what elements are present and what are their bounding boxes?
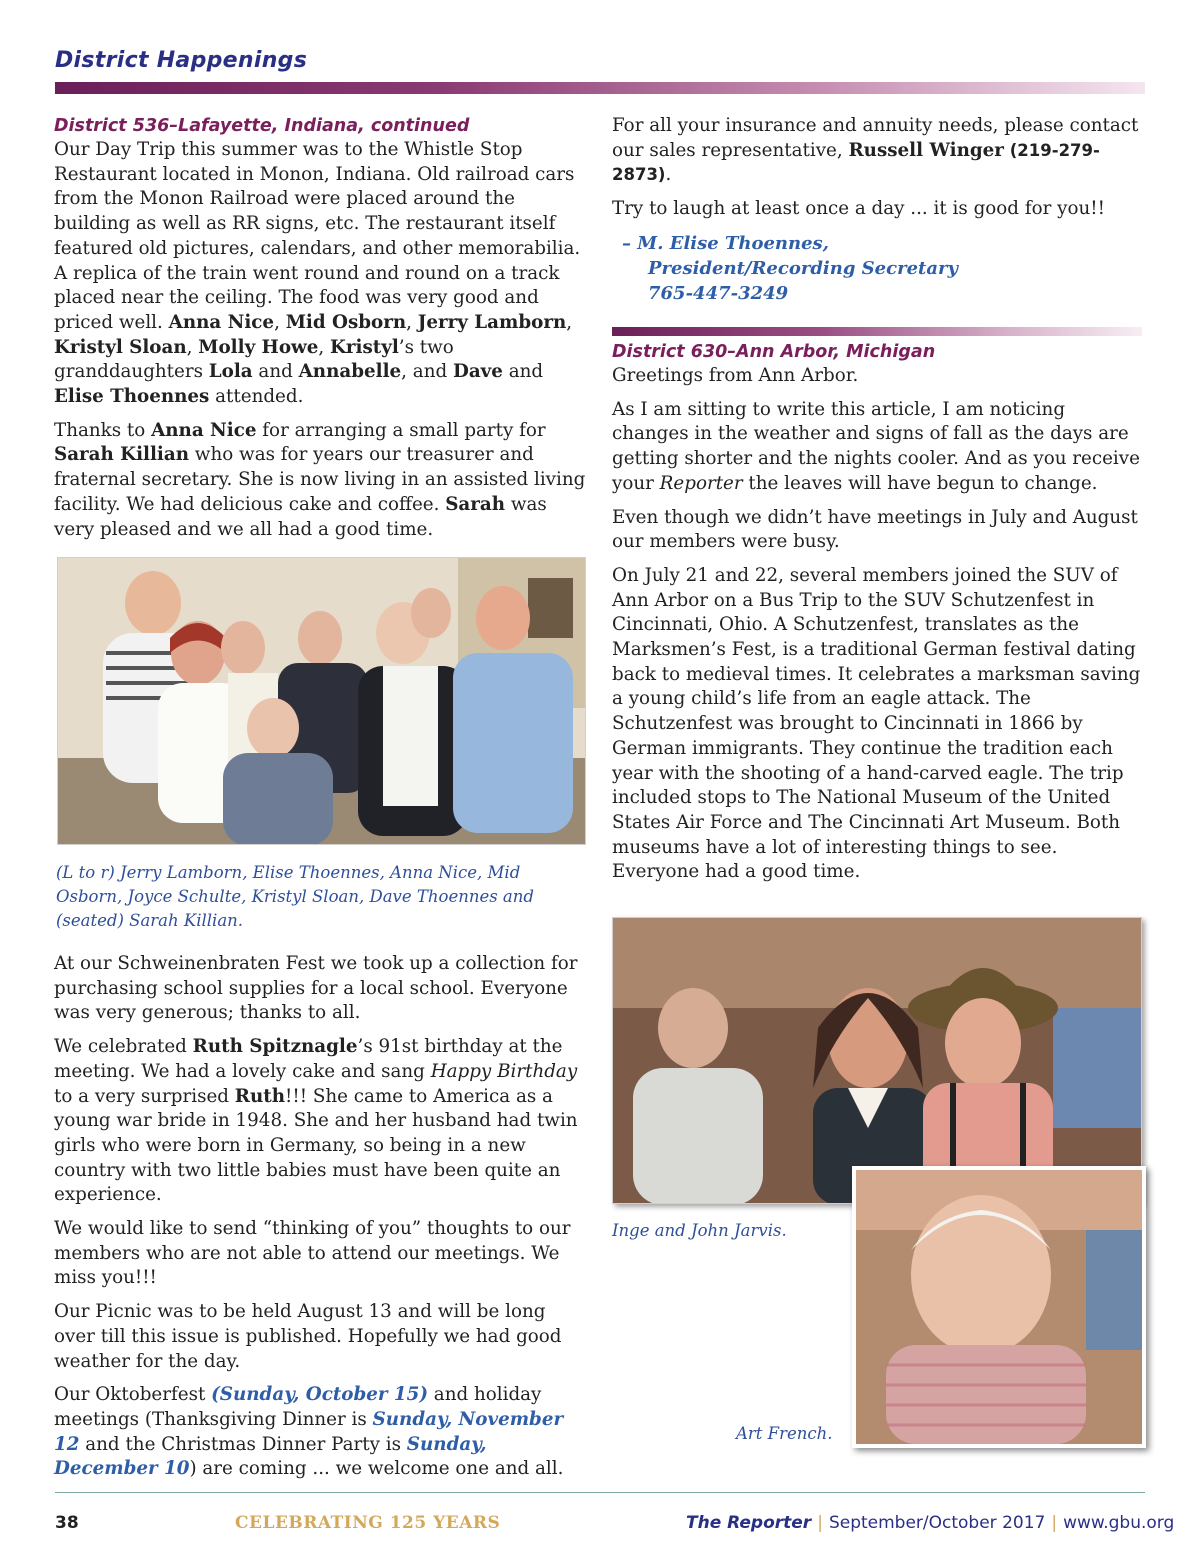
portrait-illustration bbox=[856, 1170, 1142, 1444]
title-gradient-bar bbox=[55, 82, 1145, 94]
photo1-caption: (L to r) Jerry Lamborn, Elise Thoennes, Anna Nice, Mid Osborn, Joyce Schulte, Kristyl Sloan, Dave Thoennes and (seated) Sarah Killian. bbox=[56, 863, 534, 930]
footer-publication-info: The Reporter | September/October 2017 | www.gbu.org bbox=[686, 1513, 1175, 1533]
section-title: District Happenings bbox=[55, 48, 308, 73]
paragraph-thinking-of-you: We would like to send “thinking of you” thoughts to our members who are not able to attend our meetings. We miss you!!! bbox=[54, 1218, 571, 1289]
celebrating-tagline: CELEBRATING 125 YEARS bbox=[235, 1513, 501, 1533]
paragraph-busy: Even though we didn’t have meetings in July and August our members were busy. bbox=[612, 506, 1138, 553]
signature-title: President/Recording Secretary bbox=[648, 257, 958, 279]
paragraph-insurance: For all your insurance and annuity needs, please contact our sales representative, Russell Winger (219-279-2873). bbox=[612, 115, 1139, 186]
district-630-heading: District 630–Ann Arbor, Michigan bbox=[612, 342, 936, 362]
section-divider bbox=[612, 327, 1142, 336]
left-column-top bbox=[54, 114, 589, 551]
photo2-caption: Inge and John Jarvis. bbox=[612, 1221, 787, 1240]
signature-phone: 765-447-3249 bbox=[648, 282, 789, 304]
left-column-bottom bbox=[54, 952, 589, 1491]
paragraph-day-trip: Our Day Trip this summer was to the Whistle Stop Restaurant located in Monon, Indiana. Old railroad cars from the Monon Railroad were placed around the building as well as RR signs, etc. The restaurant itself featured old pictures, calendars, and other memorabilia. A replica of the train went round and round on a track placed near the ceiling. The food was very good and priced well. Anna Nice, Mid Osborn, Jerry Lamborn, Kristyl Sloan, Molly Howe, Kristyl’s two granddaughters Lola and Annabelle, and Dave and Elise Thoennes attended. bbox=[54, 139, 581, 408]
paragraph-party: Thanks to Anna Nice for arranging a small party for Sarah Killian who was for years our treasurer and fraternal secretary. She is now living in an assisted living facility. We had delicious cake and coffee. Sarah was very pleased and we all had a good time. bbox=[54, 419, 586, 540]
paragraph-schweinenbraten: At our Schweinenbraten Fest we took up a collection for purchasing school supplies for a local school. Everyone was very generous; thanks to all. bbox=[54, 953, 578, 1024]
paragraph-weather: As I am sitting to write this article, I am noticing changes in the weather and signs of fall as the days are getting shorter and the nights cooler. And as you receive your Reporter the leaves will have begun to change. bbox=[612, 398, 1140, 494]
paragraph-laugh: Try to laugh at least once a day ... it is good for you!! bbox=[612, 198, 1105, 220]
paragraph-birthday: We celebrated Ruth Spitznagle’s 91st birthday at the meeting. We had a lovely cake and sang Happy Birthday to a very surprised Ruth!!! She came to America as a young war bride in 1948. She and her husband had twin girls who were born in Germany, so being in a new country with two little babies must have been quite an experience. bbox=[54, 1036, 578, 1206]
district-536-heading: District 536–Lafayette, Indiana, continued bbox=[54, 116, 470, 136]
right-column-top bbox=[612, 114, 1147, 306]
photo-inge-john-jarvis bbox=[612, 917, 1142, 1204]
paragraph-picnic: Our Picnic was to be held August 13 and will be long over till this issue is published. Hopefully we had good weather for the day. bbox=[54, 1301, 562, 1372]
signature-block bbox=[612, 231, 1147, 306]
group-photo-illustration bbox=[58, 558, 586, 845]
festival-photo-illustration bbox=[613, 918, 1142, 1204]
photo3-caption: Art French. bbox=[736, 1424, 833, 1443]
group-photo-lafayette bbox=[57, 557, 586, 845]
website-link[interactable]: www.gbu.org bbox=[1063, 1513, 1175, 1533]
photo-art-french bbox=[852, 1166, 1146, 1448]
footer-rule bbox=[55, 1492, 1145, 1493]
publication-name: The Reporter bbox=[686, 1513, 812, 1533]
issue-date: September/October 2017 bbox=[828, 1513, 1046, 1533]
paragraph-schutzenfest: On July 21 and 22, several members joined the SUV of Ann Arbor on a Bus Trip to the SUV Schutzenfest in Cincinnati, Ohio. A Schutzenfest, translates as the Marksmen’s Fest, is a traditional German festival dating back to medieval times. It celebrates a marksman saving a young child’s life from an eagle attack. The Schutzenfest was brought to Cincinnati in 1866 by German immigrants. They continue the tradition each year with the shooting of a hand-carved eagle. The trip included stops to The National Museum of the United States Air Force and The Cincinnati Art Museum. Both museums have a lot of interesting things to see. Everyone had a good time. bbox=[612, 564, 1141, 883]
signature-name: – M. Elise Thoennes, bbox=[622, 232, 829, 254]
paragraph-oktoberfest: Our Oktoberfest (Sunday, October 15) and holiday meetings (Thanksgiving Dinner is Sunday, November 12 and the Christmas Dinner Party is Sunday, December 10) are coming ... we welcome one and all. bbox=[54, 1384, 564, 1480]
right-column-bottom bbox=[612, 340, 1147, 894]
page-number: 38 bbox=[55, 1513, 79, 1533]
paragraph-greetings: Greetings from Ann Arbor. bbox=[612, 365, 859, 386]
